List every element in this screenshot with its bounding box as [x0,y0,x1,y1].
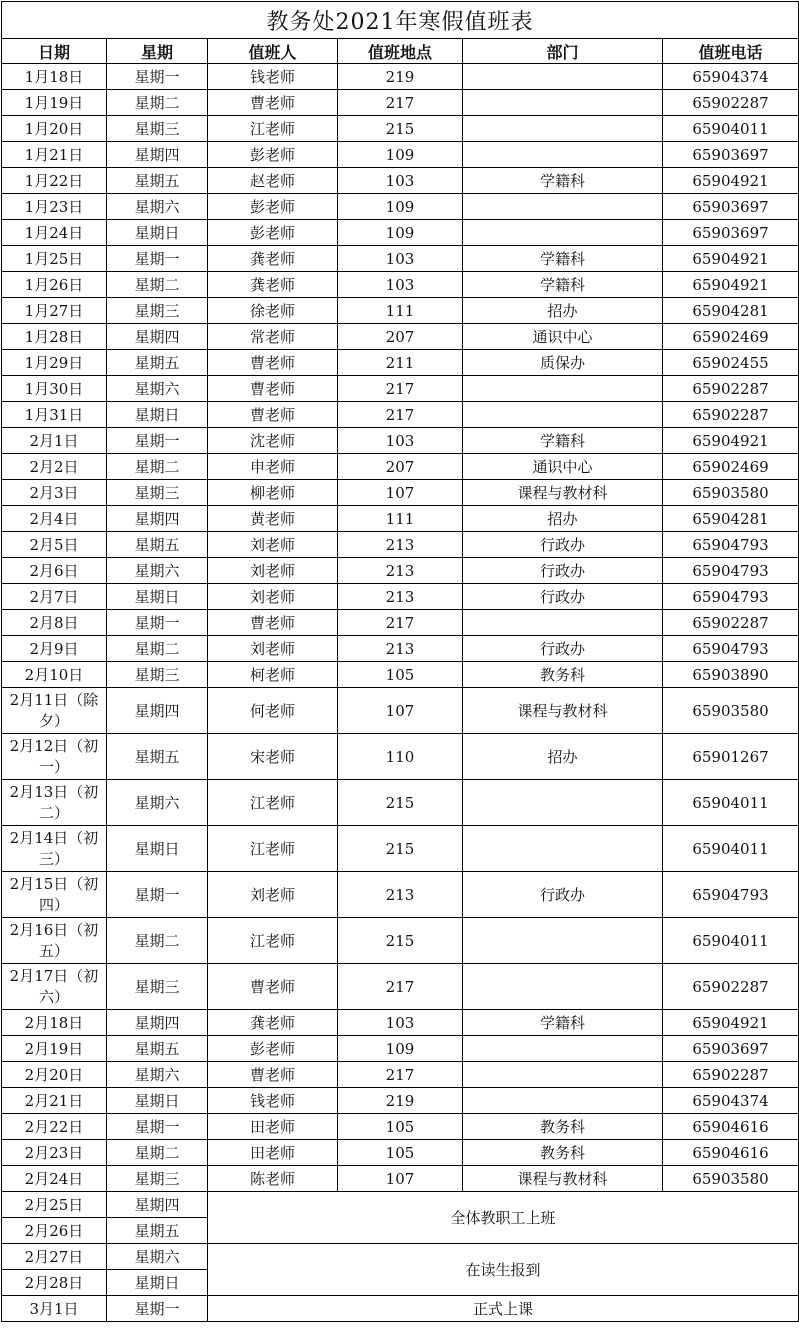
table-row [2,1036,799,1062]
table-cell-weekday: 星期二 [107,90,208,116]
table-cell-place: 109 [338,220,463,246]
table-cell-date: 1月29日 [2,350,107,376]
table-cell-weekday: 星期二 [107,454,208,480]
table-cell-weekday: 星期三 [107,298,208,324]
table-cell-dept [463,142,663,168]
note-students-report: 在读生报到 [208,1244,799,1296]
table-row [2,872,799,918]
table-cell-person: 刘老师 [208,872,338,918]
table-cell-date: 2月14日（初三） [2,826,107,872]
table-cell-weekday: 星期三 [107,964,208,1010]
table-cell-person: 彭老师 [208,142,338,168]
table-cell-person: 沈老师 [208,428,338,454]
table-row [2,688,799,734]
table-cell-date: 1月28日 [2,324,107,350]
table-cell-place: 111 [338,298,463,324]
table-row [2,506,799,532]
header-weekday: 星期 [107,39,208,64]
table-cell-date: 1月31日 [2,402,107,428]
table-cell-person: 彭老师 [208,220,338,246]
table-cell-phone: 65902287 [663,610,799,636]
table-cell-dept: 教务科 [463,662,663,688]
table-cell-person: 钱老师 [208,1088,338,1114]
table-cell-place: 217 [338,376,463,402]
table-cell-phone: 65904921 [663,168,799,194]
table-cell-date: 2月6日 [2,558,107,584]
table-row [2,272,799,298]
table-cell-place: 215 [338,826,463,872]
table-row [2,168,799,194]
table-cell-weekday: 星期二 [107,272,208,298]
table-cell-date: 2月27日 [2,1244,107,1270]
table-cell-dept: 行政办 [463,872,663,918]
table-cell-weekday: 星期三 [107,116,208,142]
table-cell-phone: 65904374 [663,1088,799,1114]
table-cell-date: 2月15日（初四） [2,872,107,918]
table-row [2,194,799,220]
table-row [2,1140,799,1166]
table-cell-phone: 65904793 [663,532,799,558]
table-cell-person: 刘老师 [208,584,338,610]
table-cell-weekday: 星期二 [107,636,208,662]
table-cell-place: 213 [338,584,463,610]
table-cell-dept [463,194,663,220]
table-cell-dept: 课程与教材科 [463,1166,663,1192]
schedule-body [2,64,799,1192]
table-row [2,918,799,964]
table-cell-place: 217 [338,964,463,1010]
table-cell-dept [463,826,663,872]
table-cell-person: 龚老师 [208,246,338,272]
table-cell-phone: 65904616 [663,1114,799,1140]
table-cell-weekday: 星期三 [107,480,208,506]
table-cell-phone: 65903890 [663,662,799,688]
table-cell-dept: 学籍科 [463,428,663,454]
table-cell-weekday: 星期一 [107,64,208,90]
table-cell-date: 2月11日（除夕） [2,688,107,734]
duty-schedule-table [1,1,799,1322]
table-row [2,734,799,780]
table-cell-date: 2月5日 [2,532,107,558]
table-cell-date: 1月19日 [2,90,107,116]
table-cell-date: 1月25日 [2,246,107,272]
table-cell-person: 柯老师 [208,662,338,688]
table-cell-weekday: 星期六 [107,1244,208,1270]
table-cell-place: 105 [338,1140,463,1166]
table-cell-date: 2月21日 [2,1088,107,1114]
table-cell-weekday: 星期五 [107,1218,208,1244]
table-cell-person: 何老师 [208,688,338,734]
header-phone: 值班电话 [663,39,799,64]
table-row [2,610,799,636]
table-cell-person: 申老师 [208,454,338,480]
table-cell-date: 2月3日 [2,480,107,506]
table-cell-date: 2月25日 [2,1192,107,1218]
table-cell-weekday: 星期五 [107,350,208,376]
table-cell-phone: 65904011 [663,826,799,872]
table-cell-place: 213 [338,532,463,558]
table-cell-place: 105 [338,1114,463,1140]
table-cell-person: 赵老师 [208,168,338,194]
table-cell-weekday: 星期五 [107,734,208,780]
table-cell-weekday: 星期一 [107,610,208,636]
table-cell-date: 2月28日 [2,1270,107,1296]
table-cell-phone: 65904921 [663,1010,799,1036]
table-cell-phone: 65902287 [663,1062,799,1088]
table-cell-place: 207 [338,324,463,350]
table-row [2,64,799,90]
table-cell-phone: 65904921 [663,272,799,298]
table-row [2,558,799,584]
table-cell-person: 田老师 [208,1140,338,1166]
table-cell-dept [463,402,663,428]
table-cell-person: 江老师 [208,826,338,872]
table-cell-date: 2月20日 [2,1062,107,1088]
table-cell-weekday: 星期日 [107,220,208,246]
table-row [2,826,799,872]
table-cell-date: 2月17日（初六） [2,964,107,1010]
table-row [2,142,799,168]
table-cell-date: 1月21日 [2,142,107,168]
table-title: 教务处2021年寒假值班表 [2,2,799,39]
table-cell-dept: 教务科 [463,1140,663,1166]
table-cell-phone: 65904921 [663,246,799,272]
table-cell-person: 刘老师 [208,558,338,584]
table-cell-weekday: 星期六 [107,780,208,826]
note-classes-begin: 正式上课 [208,1296,799,1322]
table-cell-place: 219 [338,64,463,90]
table-cell-date: 2月13日（初二） [2,780,107,826]
table-cell-phone: 65904011 [663,116,799,142]
table-cell-date: 2月2日 [2,454,107,480]
table-cell-person: 曹老师 [208,376,338,402]
table-cell-place: 217 [338,610,463,636]
header-row [2,39,799,64]
table-cell-weekday: 星期四 [107,1192,208,1218]
table-cell-phone: 65902287 [663,964,799,1010]
table-cell-date: 1月30日 [2,376,107,402]
table-cell-phone: 65902287 [663,402,799,428]
table-cell-dept [463,1062,663,1088]
table-cell-dept: 通识中心 [463,454,663,480]
table-cell-phone: 65903697 [663,1036,799,1062]
table-row [2,90,799,116]
table-row [2,636,799,662]
table-row [2,428,799,454]
table-cell-date: 1月20日 [2,116,107,142]
header-dept: 部门 [463,39,663,64]
table-cell-phone: 65904793 [663,558,799,584]
table-cell-person: 曹老师 [208,610,338,636]
table-cell-person: 江老师 [208,116,338,142]
table-row [2,964,799,1010]
table-cell-date: 1月23日 [2,194,107,220]
table-cell-place: 215 [338,780,463,826]
table-cell-place: 103 [338,168,463,194]
table-row [2,116,799,142]
table-cell-person: 刘老师 [208,636,338,662]
table-cell-dept [463,220,663,246]
table-cell-phone: 65904793 [663,636,799,662]
table-cell-date: 2月4日 [2,506,107,532]
table-cell-phone: 65903697 [663,142,799,168]
table-cell-date: 2月8日 [2,610,107,636]
table-cell-phone: 65903697 [663,194,799,220]
table-cell-place: 110 [338,734,463,780]
table-cell-phone: 65901267 [663,734,799,780]
table-cell-dept: 学籍科 [463,1010,663,1036]
table-cell-person: 曹老师 [208,1062,338,1088]
table-cell-person: 曹老师 [208,90,338,116]
table-cell-phone: 65902469 [663,324,799,350]
table-cell-person: 曹老师 [208,350,338,376]
table-cell-place: 213 [338,636,463,662]
table-cell-phone: 65904616 [663,1140,799,1166]
table-cell-weekday: 星期四 [107,688,208,734]
table-cell-date: 2月10日 [2,662,107,688]
table-cell-date: 1月27日 [2,298,107,324]
table-cell-phone: 65904281 [663,298,799,324]
table-row [2,454,799,480]
table-cell-person: 钱老师 [208,64,338,90]
table-cell-date: 2月23日 [2,1140,107,1166]
table-cell-date: 2月22日 [2,1114,107,1140]
table-cell-date: 2月24日 [2,1166,107,1192]
table-row [2,780,799,826]
table-row [2,324,799,350]
table-cell-person: 田老师 [208,1114,338,1140]
note-staff-return: 全体教职工上班 [208,1192,799,1244]
table-cell-phone: 65902455 [663,350,799,376]
table-cell-phone: 65903580 [663,1166,799,1192]
table-cell-weekday: 星期六 [107,376,208,402]
table-cell-date: 1月18日 [2,64,107,90]
table-cell-phone: 65903697 [663,220,799,246]
table-cell-dept: 通识中心 [463,324,663,350]
table-cell-weekday: 星期一 [107,246,208,272]
table-cell-dept: 学籍科 [463,246,663,272]
table-cell-dept [463,1088,663,1114]
table-cell-date: 2月16日（初五） [2,918,107,964]
table-cell-weekday: 星期二 [107,918,208,964]
table-row [2,246,799,272]
table-cell-person: 常老师 [208,324,338,350]
table-cell-place: 215 [338,116,463,142]
table-cell-place: 217 [338,1062,463,1088]
table-cell-place: 103 [338,1010,463,1036]
table-cell-place: 217 [338,90,463,116]
table-cell-place: 109 [338,1036,463,1062]
table-row [2,584,799,610]
table-cell-dept: 招办 [463,298,663,324]
table-cell-dept [463,780,663,826]
table-cell-phone: 65902469 [663,454,799,480]
table-cell-person: 徐老师 [208,298,338,324]
table-cell-dept: 学籍科 [463,168,663,194]
table-cell-date: 2月9日 [2,636,107,662]
table-cell-weekday: 星期日 [107,402,208,428]
header-date: 日期 [2,39,107,64]
table-cell-place: 111 [338,506,463,532]
table-cell-weekday: 星期四 [107,1010,208,1036]
table-cell-dept [463,1036,663,1062]
table-row [2,1166,799,1192]
table-cell-phone: 65902287 [663,376,799,402]
table-cell-dept: 质保办 [463,350,663,376]
table-cell-dept: 课程与教材科 [463,480,663,506]
table-cell-place: 107 [338,1166,463,1192]
table-cell-person: 陈老师 [208,1166,338,1192]
table-cell-weekday: 星期三 [107,1166,208,1192]
table-cell-dept [463,90,663,116]
table-cell-dept [463,64,663,90]
table-cell-date: 3月1日 [2,1296,107,1322]
table-cell-weekday: 星期一 [107,872,208,918]
header-place: 值班地点 [338,39,463,64]
table-cell-weekday: 星期日 [107,1270,208,1296]
table-cell-dept: 教务科 [463,1114,663,1140]
table-cell-dept: 招办 [463,506,663,532]
table-cell-date: 2月1日 [2,428,107,454]
table-cell-dept [463,918,663,964]
schedule-tail [2,1192,799,1322]
table-cell-place: 213 [338,558,463,584]
table-cell-place: 211 [338,350,463,376]
table-cell-place: 107 [338,480,463,506]
table-cell-weekday: 星期五 [107,1036,208,1062]
table-cell-weekday: 星期四 [107,506,208,532]
table-cell-place: 103 [338,246,463,272]
table-cell-place: 109 [338,142,463,168]
table-cell-weekday: 星期五 [107,168,208,194]
table-row [2,532,799,558]
table-cell-place: 107 [338,688,463,734]
table-row [2,220,799,246]
table-cell-weekday: 星期六 [107,194,208,220]
table-cell-place: 215 [338,918,463,964]
table-cell-person: 宋老师 [208,734,338,780]
table-cell-weekday: 星期日 [107,584,208,610]
table-cell-weekday: 星期一 [107,1114,208,1140]
table-cell-phone: 65904011 [663,918,799,964]
table-cell-date: 1月24日 [2,220,107,246]
table-row [2,1062,799,1088]
table-cell-weekday: 星期四 [107,324,208,350]
table-cell-place: 219 [338,1088,463,1114]
table-cell-place: 109 [338,194,463,220]
table-cell-person: 江老师 [208,918,338,964]
table-cell-person: 龚老师 [208,272,338,298]
table-row [2,350,799,376]
table-cell-weekday: 星期日 [107,1088,208,1114]
table-cell-dept: 行政办 [463,584,663,610]
table-cell-date: 1月26日 [2,272,107,298]
table-row [2,1010,799,1036]
table-cell-dept: 行政办 [463,636,663,662]
table-cell-person: 曹老师 [208,964,338,1010]
table-cell-dept: 学籍科 [463,272,663,298]
table-cell-phone: 65904793 [663,584,799,610]
table-cell-person: 彭老师 [208,1036,338,1062]
table-cell-phone: 65904011 [663,780,799,826]
table-cell-date: 2月26日 [2,1218,107,1244]
table-cell-phone: 65904374 [663,64,799,90]
table-cell-dept [463,964,663,1010]
table-cell-phone: 65904793 [663,872,799,918]
table-row [2,480,799,506]
table-cell-dept: 行政办 [463,558,663,584]
table-cell-weekday: 星期一 [107,428,208,454]
table-row [2,1088,799,1114]
table-cell-person: 龚老师 [208,1010,338,1036]
table-cell-person: 黄老师 [208,506,338,532]
table-cell-place: 213 [338,872,463,918]
table-cell-weekday: 星期一 [107,1296,208,1322]
table-cell-date: 2月12日（初一） [2,734,107,780]
table-cell-weekday: 星期六 [107,1062,208,1088]
table-cell-date: 2月7日 [2,584,107,610]
table-cell-phone: 65904921 [663,428,799,454]
table-cell-person: 柳老师 [208,480,338,506]
table-cell-dept [463,116,663,142]
table-cell-dept: 招办 [463,734,663,780]
table-cell-date: 2月19日 [2,1036,107,1062]
table-cell-weekday: 星期日 [107,826,208,872]
table-cell-phone: 65902287 [663,90,799,116]
table-row [2,376,799,402]
table-cell-dept: 行政办 [463,532,663,558]
table-cell-weekday: 星期二 [107,1140,208,1166]
table-cell-person: 曹老师 [208,402,338,428]
table-cell-weekday: 星期六 [107,558,208,584]
table-cell-dept [463,610,663,636]
table-cell-place: 105 [338,662,463,688]
table-cell-place: 103 [338,428,463,454]
table-cell-date: 2月18日 [2,1010,107,1036]
table-cell-place: 217 [338,402,463,428]
table-cell-dept [463,376,663,402]
table-cell-person: 彭老师 [208,194,338,220]
table-row [2,1114,799,1140]
table-row [2,298,799,324]
table-cell-person: 江老师 [208,780,338,826]
table-cell-weekday: 星期三 [107,662,208,688]
table-cell-date: 1月22日 [2,168,107,194]
table-row [2,662,799,688]
table-row [2,402,799,428]
table-cell-phone: 65903580 [663,688,799,734]
table-cell-phone: 65904281 [663,506,799,532]
table-cell-place: 103 [338,272,463,298]
table-cell-phone: 65903580 [663,480,799,506]
table-cell-weekday: 星期四 [107,142,208,168]
table-cell-dept: 课程与教材科 [463,688,663,734]
table-cell-person: 刘老师 [208,532,338,558]
header-person: 值班人 [208,39,338,64]
table-cell-place: 207 [338,454,463,480]
table-cell-weekday: 星期五 [107,532,208,558]
